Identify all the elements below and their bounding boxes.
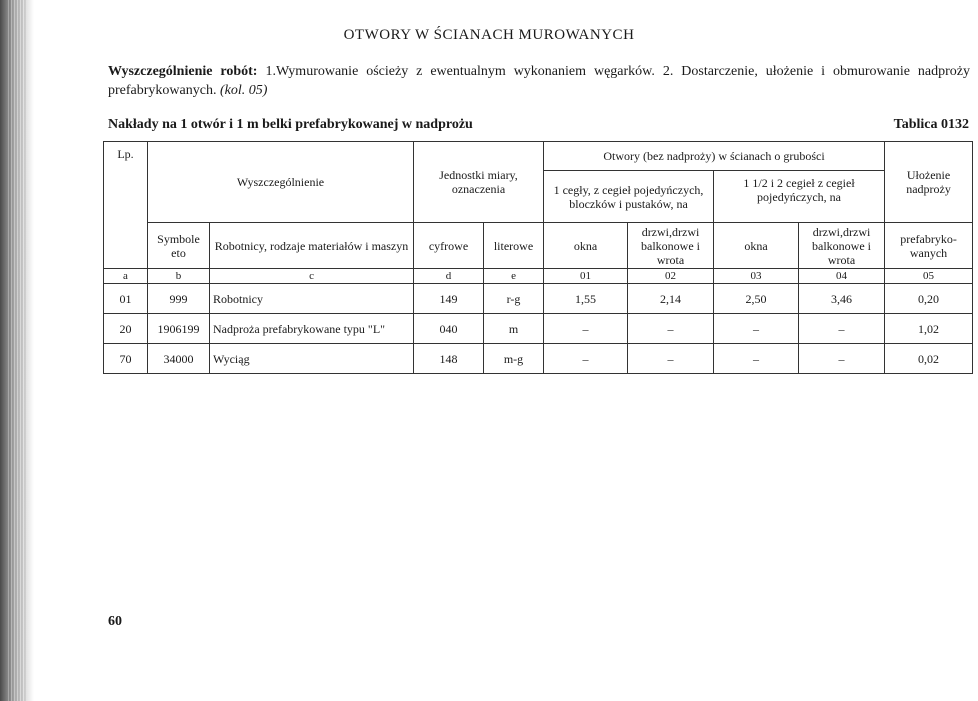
cell-cyfrowe: 149 <box>414 284 484 314</box>
page-number: 60 <box>108 614 122 629</box>
cell-02: – <box>628 344 714 374</box>
norms-table <box>103 141 973 374</box>
cell-name: Nadproża prefabrykowane typu "L" <box>210 314 414 344</box>
cell-symbol: 1906199 <box>148 314 210 344</box>
col-letter: a <box>104 269 148 284</box>
header-okna-1: okna <box>544 223 628 269</box>
cell-lp: 01 <box>104 284 148 314</box>
table-row <box>104 344 973 374</box>
header-robotnicy: Robotnicy, rodzaje materiałów i maszyn <box>210 223 414 269</box>
cell-04: 3,46 <box>799 284 885 314</box>
cell-cyfrowe: 040 <box>414 314 484 344</box>
cell-lp: 70 <box>104 344 148 374</box>
header-cyfrowe: cyfrowe <box>414 223 484 269</box>
cell-literowe: r-g <box>484 284 544 314</box>
col-letter: d <box>414 269 484 284</box>
col-letter: e <box>484 269 544 284</box>
col-letter: 03 <box>714 269 799 284</box>
table-heading: Nakłady na 1 otwór i 1 m belki prefabrykowanej w nadprożu <box>108 117 473 132</box>
col-letter: 04 <box>799 269 885 284</box>
table-row <box>104 284 973 314</box>
header-symbole: Symbole eto <box>148 223 210 269</box>
cell-03: – <box>714 314 799 344</box>
cell-02: – <box>628 314 714 344</box>
cell-05: 0,02 <box>885 344 973 374</box>
works-description <box>108 62 970 100</box>
header-ulozenie: Ułożenie nadproży <box>885 142 973 223</box>
header-drzwi-2: drzwi,drzwi balkonowe i wrota <box>799 223 885 269</box>
cell-04: – <box>799 314 885 344</box>
cell-symbol: 34000 <box>148 344 210 374</box>
description-ref: (kol. 05) <box>219 83 268 98</box>
col-letter: 02 <box>628 269 714 284</box>
page-title: OTWORY W ŚCIANACH MUROWANYCH <box>343 27 635 43</box>
header-okna-2: okna <box>714 223 799 269</box>
table-row <box>104 314 973 344</box>
cell-lp: 20 <box>104 314 148 344</box>
book-spine-shadow <box>0 0 34 701</box>
col-letter: c <box>210 269 414 284</box>
header-jednostki: Jednostki miary, oznaczenia <box>414 142 544 223</box>
col-letter: 05 <box>885 269 973 284</box>
cell-05: 1,02 <box>885 314 973 344</box>
cell-01: 1,55 <box>544 284 628 314</box>
cell-cyfrowe: 148 <box>414 344 484 374</box>
cell-03: – <box>714 344 799 374</box>
cell-01: – <box>544 344 628 374</box>
cell-04: – <box>799 344 885 374</box>
cell-03: 2,50 <box>714 284 799 314</box>
cell-literowe: m-g <box>484 344 544 374</box>
col-letter: 01 <box>544 269 628 284</box>
table-number: Tablica 0132 <box>893 117 969 132</box>
header-drzwi-1: drzwi,drzwi balkonowe i wrota <box>628 223 714 269</box>
header-prefabrykowanych: prefabryko-wanych <box>885 223 973 269</box>
header-group-1: 1 cegły, z cegieł pojedyńczych, bloczków i pustaków, na <box>544 171 714 223</box>
cell-05: 0,20 <box>885 284 973 314</box>
cell-literowe: m <box>484 314 544 344</box>
cell-symbol: 999 <box>148 284 210 314</box>
cell-name: Robotnicy <box>210 284 414 314</box>
header-group-2: 1 1/2 i 2 cegieł z cegieł pojedyńczych, na <box>714 171 885 223</box>
cell-name: Wyciąg <box>210 344 414 374</box>
description-text: 1.Wymurowanie ościeży z ewentualnym wykonaniem węgarków. 2. Dostarczenie, ułożenie i obmurowanie nadproży prefabrykowanych. <box>108 64 971 98</box>
description-label: Wyszczególnienie robót: <box>108 64 258 79</box>
cell-02: 2,14 <box>628 284 714 314</box>
header-wyszczegolnienie: Wyszczególnienie <box>148 142 414 223</box>
header-otwory: Otwory (bez nadproży) w ścianach o grubości <box>544 142 885 171</box>
spine-texture <box>8 0 26 701</box>
cell-01: – <box>544 314 628 344</box>
header-literowe: literowe <box>484 223 544 269</box>
col-letter: b <box>148 269 210 284</box>
header-lp: Lp. <box>104 142 148 269</box>
